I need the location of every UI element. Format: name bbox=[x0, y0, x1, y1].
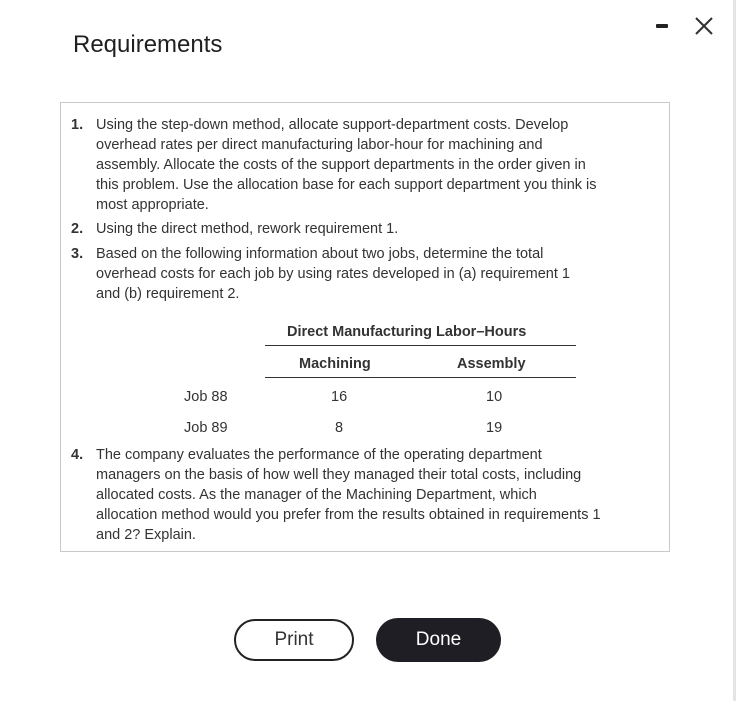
requirement-text bbox=[96, 219, 398, 239]
table-column-rule bbox=[265, 377, 576, 378]
table-group-rule bbox=[265, 345, 576, 346]
column-header-machining: Machining bbox=[299, 356, 371, 372]
print-button[interactable]: Print bbox=[234, 619, 354, 661]
requirement-line: allocated costs. As the manager of the Machining Department, which bbox=[96, 487, 537, 503]
requirement-line: and 2? Explain. bbox=[96, 527, 196, 543]
done-button[interactable]: Done bbox=[376, 618, 501, 662]
close-icon bbox=[686, 8, 722, 44]
close-button[interactable] bbox=[686, 8, 722, 44]
cell-machining: 8 bbox=[335, 420, 344, 436]
requirement-number: 1. bbox=[71, 117, 84, 133]
requirement-line: allocation method would you prefer from the results obtained in requirements 1 bbox=[96, 507, 601, 523]
requirements-panel bbox=[60, 102, 670, 552]
requirement-line: this problem. Use the allocation base for each support department you think is bbox=[96, 177, 597, 193]
cell-assembly: 19 bbox=[486, 420, 503, 436]
requirement-line: assembly. Allocate the costs of the support departments in the order given in bbox=[96, 157, 586, 173]
requirement-number: 2. bbox=[71, 221, 84, 237]
requirement-line: Using the direct method, rework requirement 1. bbox=[96, 221, 399, 237]
table-group-header: Direct Manufacturing Labor–Hours bbox=[287, 324, 527, 340]
row-label: Job 88 bbox=[184, 389, 228, 405]
cell-machining: 16 bbox=[331, 389, 348, 405]
dialog-title: Requirements bbox=[73, 31, 223, 58]
row-label: Job 89 bbox=[184, 420, 228, 436]
requirement-line: Using the step-down method, allocate support-department costs. Develop bbox=[96, 117, 569, 133]
requirement-line: Based on the following information about two jobs, determine the total bbox=[96, 246, 544, 262]
requirement-number: 4. bbox=[71, 447, 84, 463]
cell-assembly: 10 bbox=[486, 389, 503, 405]
column-header-assembly: Assembly bbox=[457, 356, 526, 372]
requirement-line: managers on the basis of how well they managed their total costs, including bbox=[96, 467, 582, 483]
requirement-text bbox=[96, 445, 601, 545]
requirement-text bbox=[96, 244, 570, 304]
minimize-button[interactable] bbox=[650, 10, 674, 38]
minimize-icon bbox=[656, 24, 668, 28]
requirement-number: 3. bbox=[71, 246, 84, 262]
requirement-line: most appropriate. bbox=[96, 197, 209, 213]
requirement-line: overhead rates per direct manufacturing labor-hour for machining and bbox=[96, 137, 543, 153]
requirement-line: The company evaluates the performance of the operating department bbox=[96, 447, 542, 463]
requirement-line: overhead costs for each job by using rates developed in (a) requirement 1 bbox=[96, 266, 570, 282]
requirement-text bbox=[96, 115, 597, 215]
requirement-line: and (b) requirement 2. bbox=[96, 286, 240, 302]
